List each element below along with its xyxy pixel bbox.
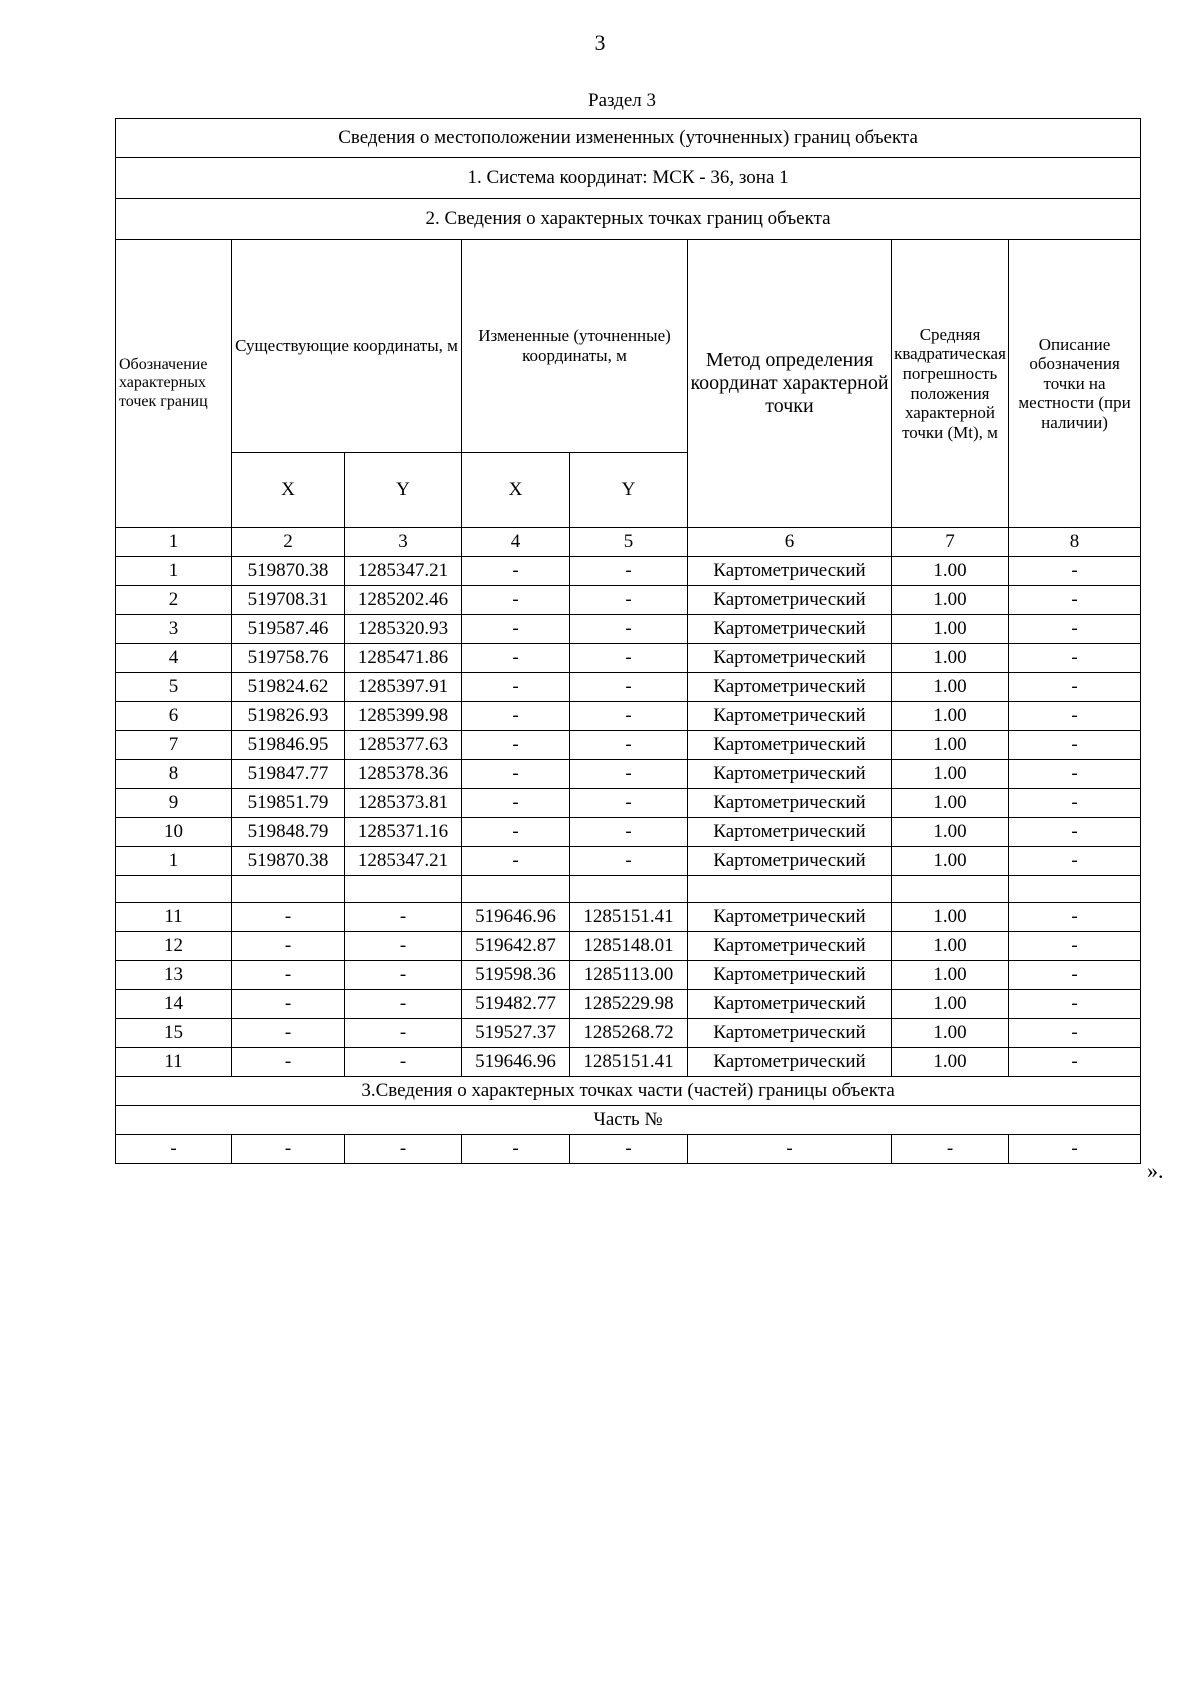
table-cell: 519598.36 — [462, 961, 570, 990]
table-cell: - — [570, 557, 688, 586]
table-cell: Картометрический — [688, 1048, 892, 1077]
table-cell: 519482.77 — [462, 990, 570, 1019]
table-cell: 519870.38 — [232, 847, 345, 876]
table-cell: - — [1009, 932, 1141, 961]
table-cell: Картометрический — [688, 586, 892, 615]
table-cell: - — [570, 644, 688, 673]
col-number: 6 — [688, 528, 892, 557]
table-cell: Картометрический — [688, 932, 892, 961]
table-cell: 1.00 — [892, 615, 1009, 644]
table-cell: 1.00 — [892, 760, 1009, 789]
table-cell: 519824.62 — [232, 673, 345, 702]
table-cell: - — [462, 644, 570, 673]
part-label: Часть № — [116, 1106, 1141, 1135]
table-cell: - — [570, 731, 688, 760]
table-cell: - — [1009, 615, 1141, 644]
col-number: 1 — [116, 528, 232, 557]
table-title: Сведения о местоположении измененных (уточненных) границ объекта — [116, 119, 1141, 158]
table-cell: 1.00 — [892, 818, 1009, 847]
table-cell: 1285151.41 — [570, 1048, 688, 1077]
table-cell: - — [1009, 789, 1141, 818]
table-cell: - — [462, 1135, 570, 1164]
table-row — [116, 932, 1141, 961]
table-cell: - — [462, 789, 570, 818]
table-cell: - — [345, 903, 462, 932]
table-cell: - — [1009, 1135, 1141, 1164]
table-row — [116, 673, 1141, 702]
table-cell: - — [892, 1135, 1009, 1164]
table-cell: - — [116, 1135, 232, 1164]
table-cell: - — [1009, 990, 1141, 1019]
col-number: 4 — [462, 528, 570, 557]
table-cell: 4 — [116, 644, 232, 673]
header-y-existing: Y — [345, 453, 462, 528]
col-number: 5 — [570, 528, 688, 557]
table-cell: - — [570, 702, 688, 731]
table-cell: - — [462, 847, 570, 876]
table-cell: Картометрический — [688, 760, 892, 789]
table-cell: Картометрический — [688, 789, 892, 818]
table-cell: 1285373.81 — [345, 789, 462, 818]
table-cell: 519527.37 — [462, 1019, 570, 1048]
table-cell: 1.00 — [892, 557, 1009, 586]
table-cell: 1285371.16 — [345, 818, 462, 847]
table-row — [116, 961, 1141, 990]
table-cell: - — [1009, 1048, 1141, 1077]
table-cell: - — [462, 702, 570, 731]
table-cell: 1285471.86 — [345, 644, 462, 673]
table-cell: 15 — [116, 1019, 232, 1048]
table-cell: - — [232, 932, 345, 961]
table-cell: - — [570, 818, 688, 847]
table-cell: - — [345, 1019, 462, 1048]
changed-points-rows — [116, 903, 1141, 1077]
table-row — [116, 847, 1141, 876]
table-cell: 519646.96 — [462, 1048, 570, 1077]
header-description: Описание обозначения точки на местности (при наличии) — [1009, 240, 1141, 528]
table-cell: - — [1009, 1019, 1141, 1048]
col-number: 8 — [1009, 528, 1141, 557]
table-cell: 519758.76 — [232, 644, 345, 673]
table-row — [116, 644, 1141, 673]
header-method: Метод определения координат характерной точки — [688, 240, 892, 528]
table-cell: - — [1009, 702, 1141, 731]
header-changed-coords: Измененные (уточненные) координаты, м — [462, 240, 688, 453]
column-numbers-row — [116, 528, 1141, 557]
table-cell: 519587.46 — [232, 615, 345, 644]
table-cell: - — [1009, 961, 1141, 990]
table-cell: - — [1009, 586, 1141, 615]
boundary-points-table — [115, 118, 1141, 1164]
table-cell: 1.00 — [892, 731, 1009, 760]
table-row — [116, 760, 1141, 789]
table-row — [116, 557, 1141, 586]
table-cell: - — [688, 1135, 892, 1164]
table-cell: - — [1009, 731, 1141, 760]
table-cell: - — [232, 903, 345, 932]
table-cell: Картометрический — [688, 961, 892, 990]
table-row — [116, 731, 1141, 760]
table-cell: 10 — [116, 818, 232, 847]
table-cell: - — [462, 557, 570, 586]
table-cell: 1 — [116, 557, 232, 586]
col-number: 3 — [345, 528, 462, 557]
table-cell: Картометрический — [688, 1019, 892, 1048]
table-cell: 13 — [116, 961, 232, 990]
table-cell: 1285347.21 — [345, 557, 462, 586]
table-cell: Картометрический — [688, 847, 892, 876]
table-cell: 519826.93 — [232, 702, 345, 731]
table-cell: 519708.31 — [232, 586, 345, 615]
table-cell: 1.00 — [892, 586, 1009, 615]
table-cell: 7 — [116, 731, 232, 760]
closing-quote: ». — [1147, 1158, 1164, 1183]
table-cell: 9 — [116, 789, 232, 818]
coord-system: 1. Система координат: МСК - 36, зона 1 — [116, 158, 1141, 199]
table-cell: 1.00 — [892, 932, 1009, 961]
table-cell: 519846.95 — [232, 731, 345, 760]
table-cell: 1.00 — [892, 990, 1009, 1019]
table-row — [116, 990, 1141, 1019]
col-number: 7 — [892, 528, 1009, 557]
table-row — [116, 903, 1141, 932]
table-cell: 1.00 — [892, 702, 1009, 731]
table-cell: 1285229.98 — [570, 990, 688, 1019]
table-cell: - — [345, 932, 462, 961]
table-cell: 519642.87 — [462, 932, 570, 961]
table-cell: - — [570, 586, 688, 615]
table-cell: - — [232, 961, 345, 990]
table-cell: Картометрический — [688, 818, 892, 847]
table-row — [116, 789, 1141, 818]
table-cell: - — [462, 818, 570, 847]
table-cell: 1285399.98 — [345, 702, 462, 731]
table-cell: - — [1009, 557, 1141, 586]
table-cell: 519851.79 — [232, 789, 345, 818]
table-cell: 1285378.36 — [345, 760, 462, 789]
header-x-changed: X — [462, 453, 570, 528]
table-row — [116, 615, 1141, 644]
table-cell: 519870.38 — [232, 557, 345, 586]
table-cell: - — [570, 1135, 688, 1164]
table-cell: Картометрический — [688, 990, 892, 1019]
table-row — [116, 1019, 1141, 1048]
table-cell: 1.00 — [892, 961, 1009, 990]
table-cell: 11 — [116, 1048, 232, 1077]
table-cell: 519848.79 — [232, 818, 345, 847]
table-cell: 1285151.41 — [570, 903, 688, 932]
table-cell: 12 — [116, 932, 232, 961]
table-cell: 1285377.63 — [345, 731, 462, 760]
section-title: Раздел 3 — [588, 90, 656, 111]
table-cell: 8 — [116, 760, 232, 789]
page-number: 3 — [594, 30, 606, 55]
table-cell: - — [232, 1048, 345, 1077]
header-designation: Обозначение характерных точек границ — [116, 240, 232, 528]
table-cell: - — [345, 1135, 462, 1164]
table-cell: 6 — [116, 702, 232, 731]
table-cell: - — [232, 1019, 345, 1048]
table-cell: Картометрический — [688, 673, 892, 702]
table-cell: Картометрический — [688, 903, 892, 932]
table-cell: Картометрический — [688, 702, 892, 731]
table-cell: - — [570, 760, 688, 789]
table-cell: 2 — [116, 586, 232, 615]
table-cell: - — [345, 1048, 462, 1077]
table-cell: - — [462, 673, 570, 702]
table-cell: - — [570, 673, 688, 702]
spacer-row — [116, 876, 1141, 903]
table-cell: Картометрический — [688, 644, 892, 673]
table-cell: - — [570, 789, 688, 818]
table-cell: - — [345, 961, 462, 990]
table-cell: 1285347.21 — [345, 847, 462, 876]
header-error: Средняя квадратическая погрешность положения характерной точки (Mt), м — [892, 240, 1009, 528]
table-cell: 1.00 — [892, 1048, 1009, 1077]
table-cell: 1285148.01 — [570, 932, 688, 961]
parts-heading: 3.Сведения о характерных точках части (частей) границы объекта — [116, 1077, 1141, 1106]
table-cell: - — [1009, 847, 1141, 876]
table-cell: 1285397.91 — [345, 673, 462, 702]
part-row — [116, 1135, 1141, 1164]
table-cell: - — [1009, 760, 1141, 789]
table-cell: 519646.96 — [462, 903, 570, 932]
col-number: 2 — [232, 528, 345, 557]
table-cell: 1285320.93 — [345, 615, 462, 644]
table-cell: 1.00 — [892, 903, 1009, 932]
table-cell: 1285268.72 — [570, 1019, 688, 1048]
table-cell: - — [570, 615, 688, 644]
table-cell: - — [570, 847, 688, 876]
table-cell: Картометрический — [688, 557, 892, 586]
table-cell: - — [462, 615, 570, 644]
table-cell: 519847.77 — [232, 760, 345, 789]
table-row — [116, 586, 1141, 615]
table-cell: Картометрический — [688, 615, 892, 644]
table-cell: - — [1009, 818, 1141, 847]
table-cell: - — [232, 990, 345, 1019]
table-cell: 1.00 — [892, 789, 1009, 818]
table-row — [116, 702, 1141, 731]
table-cell: 1.00 — [892, 673, 1009, 702]
table-cell: - — [232, 1135, 345, 1164]
table-cell: 1.00 — [892, 1019, 1009, 1048]
table-cell: - — [462, 760, 570, 789]
table-cell: - — [462, 731, 570, 760]
header-existing-coords: Существующие координаты, м — [232, 240, 462, 453]
table-cell: 1.00 — [892, 847, 1009, 876]
points-heading: 2. Сведения о характерных точках границ объекта — [116, 199, 1141, 240]
table-cell: 1 — [116, 847, 232, 876]
table-cell: 1285202.46 — [345, 586, 462, 615]
table-cell: 14 — [116, 990, 232, 1019]
table-cell: - — [345, 990, 462, 1019]
table-cell: Картометрический — [688, 731, 892, 760]
table-cell: 1.00 — [892, 644, 1009, 673]
table-cell: 5 — [116, 673, 232, 702]
table-cell: - — [1009, 903, 1141, 932]
header-y-changed: Y — [570, 453, 688, 528]
table-cell: - — [462, 586, 570, 615]
table-cell: - — [1009, 644, 1141, 673]
table-cell: - — [1009, 673, 1141, 702]
header-x-existing: X — [232, 453, 345, 528]
table-row — [116, 818, 1141, 847]
table-cell: 1285113.00 — [570, 961, 688, 990]
table-cell: 3 — [116, 615, 232, 644]
table-row — [116, 1048, 1141, 1077]
table-cell: 11 — [116, 903, 232, 932]
existing-points-rows — [116, 557, 1141, 876]
